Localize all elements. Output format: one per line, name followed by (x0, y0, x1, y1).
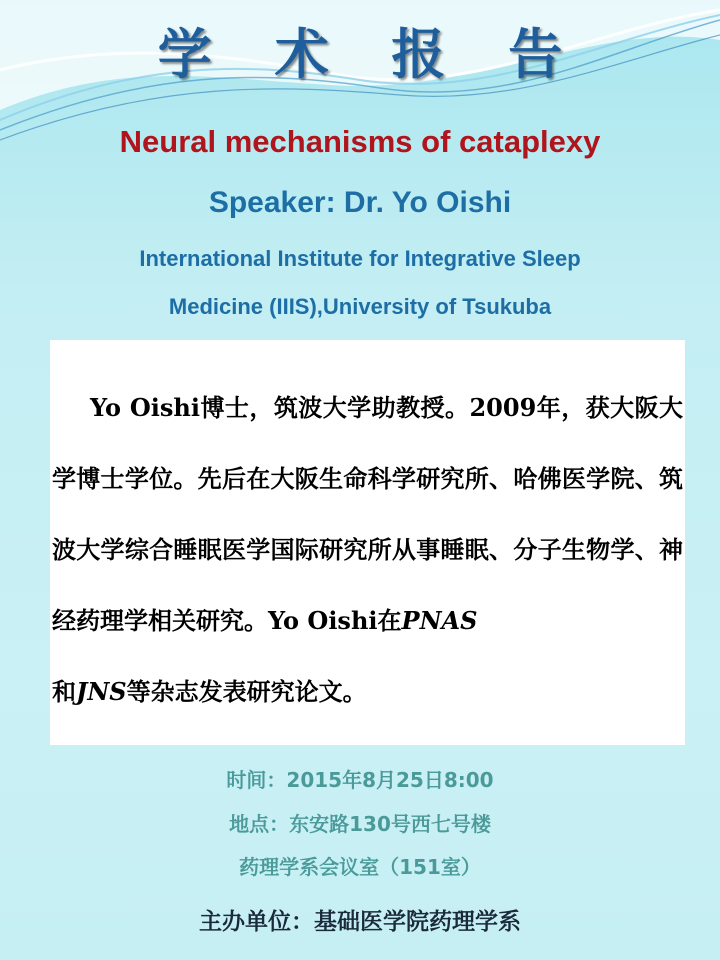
affiliation-line-1: International Institute for Integrative Sleep (139, 246, 581, 271)
journal-pnas: PNAS (401, 606, 478, 635)
bio-text (50, 372, 685, 727)
bio-panel (50, 340, 685, 745)
bio-seg-4: 和 (52, 677, 76, 706)
talk-title: Neural mechanisms of cataplexy (119, 124, 601, 159)
event-room: 药理学系会议室（151室） (239, 855, 481, 879)
bio-seg-2: 年，获大阪大学博士学位。先后在大阪生命科学研究所、哈佛医学院、筑波大学综合睡眠医学国际研究所从事睡眠、分子生物学、神经药理学相关研究。 (52, 393, 684, 635)
bio-year: 2009 (469, 393, 537, 422)
speaker-line: Speaker: Dr. Yo Oishi (208, 186, 512, 219)
bio-seg-5: 等杂志发表研究论文。 (126, 677, 367, 706)
bio-seg-3: 在 (377, 606, 402, 635)
bio-seg-1: 博士，筑波大学助教授。 (199, 393, 470, 422)
event-time: 时间：2015年8月25日8:00 (226, 768, 494, 792)
journal-jns: JNS (76, 677, 127, 706)
bio-name-2: Yo Oishi (268, 606, 378, 635)
bio-name: Yo Oishi (90, 393, 200, 422)
page-title: 学 术 报 告 (157, 22, 585, 86)
host-organizer: 主办单位：基础医学院药理学系 (199, 908, 521, 935)
event-place: 地点：东安路130号西七号楼 (229, 812, 491, 836)
affiliation-line-2: Medicine (IIIS),University of Tsukuba (168, 294, 552, 319)
